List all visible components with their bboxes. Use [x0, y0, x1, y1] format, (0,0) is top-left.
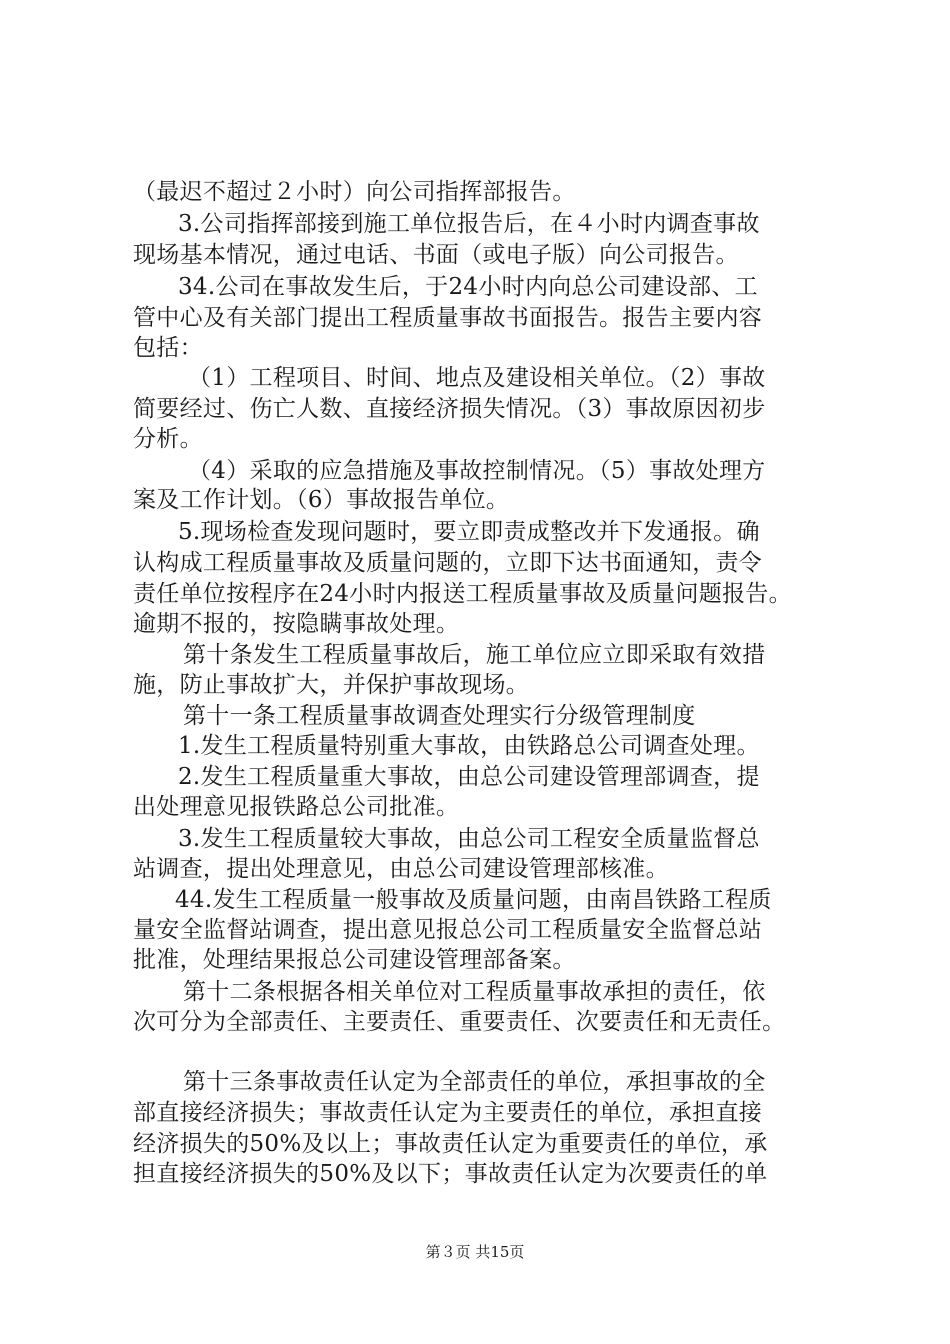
text-line: 5.现场检查发现问题时，要立即责成整改并下发通报。确	[178, 519, 760, 545]
text-line: 3.公司指挥部接到施工单位报告后，在４小时内调查事故	[178, 211, 760, 237]
text-line: 现场基本情况，通过电话、书面（或电子版）向公司报告。	[133, 242, 739, 268]
text-line: 站调查，提出处理意见，由总公司建设管理部核准。	[133, 856, 669, 882]
text-line: （4）采取的应急措施及事故控制情况。（5）事故处理方	[188, 458, 766, 484]
text-line: 次可分为全部责任、主要责任、重要责任、次要责任和无责任。	[133, 1009, 786, 1035]
text-line: （最迟不超过２小时）向公司指挥部报告。	[133, 179, 576, 205]
text-line: 逾期不报的，按隐瞒事故处理。	[133, 611, 460, 637]
text-line: 量安全监督站调查，提出意见报总公司工程质量安全监督总站	[133, 917, 763, 943]
text-line: 第十二条根据各相关单位对工程质量事故承担的责任，依	[183, 979, 766, 1005]
text-line: 第十一条工程质量事故调查处理实行分级管理制度	[183, 703, 696, 729]
text-line: 44.发生工程质量一般事故及质量问题，由南昌铁路工程质	[175, 887, 772, 913]
text-line: 出处理意见报铁路总公司批准。	[133, 794, 460, 820]
text-line: 第十条发生工程质量事故后，施工单位应立即采取有效措	[183, 642, 766, 668]
text-line: 包括：	[133, 335, 203, 361]
text-line: 案及工作计划。（6）事故报告单位。	[133, 487, 510, 513]
text-line: 2.发生工程质量重大事故，由总公司建设管理部调查，提	[178, 764, 760, 790]
text-line: 经济损失的50%及以上；事故责任认定为重要责任的单位，承	[133, 1131, 768, 1157]
text-line: 简要经过、伤亡人数、直接经济损失情况。（3）事故原因初步	[133, 396, 766, 422]
text-line: （1）工程项目、时间、地点及建设相关单位。（2）事故	[188, 365, 766, 391]
text-line: 管中心及有关部门提出工程质量事故书面报告。报告主要内容	[133, 305, 763, 331]
text-line: 分析。	[133, 426, 203, 452]
text-line: 34.公司在事故发生后，于24小时内向总公司建设部、工	[178, 274, 758, 300]
text-line: 第十三条事故责任认定为全部责任的单位，承担事故的全	[183, 1069, 766, 1095]
text-line: 担直接经济损失的50%及以下；事故责任认定为次要责任的单	[133, 1161, 768, 1187]
text-line: 部直接经济损失；事故责任认定为主要责任的单位，承担直接	[133, 1100, 763, 1126]
text-line: 3.发生工程质量较大事故，由总公司工程安全质量监督总	[178, 826, 760, 852]
page-number-footer: 第３页 共15页	[425, 1243, 525, 1261]
text-line: 施，防止事故扩大，并保护事故现场。	[133, 672, 530, 698]
text-line: 认构成工程质量事故及质量问题的，立即下达书面通知，责令	[133, 550, 763, 576]
text-line: 责任单位按程序在24小时内报送工程质量事故及质量问题报告。	[133, 581, 792, 607]
text-line: 批准，处理结果报总公司建设管理部备案。	[133, 947, 576, 973]
text-line: 1.发生工程质量特别重大事故，由铁路总公司调查处理。	[178, 733, 760, 759]
